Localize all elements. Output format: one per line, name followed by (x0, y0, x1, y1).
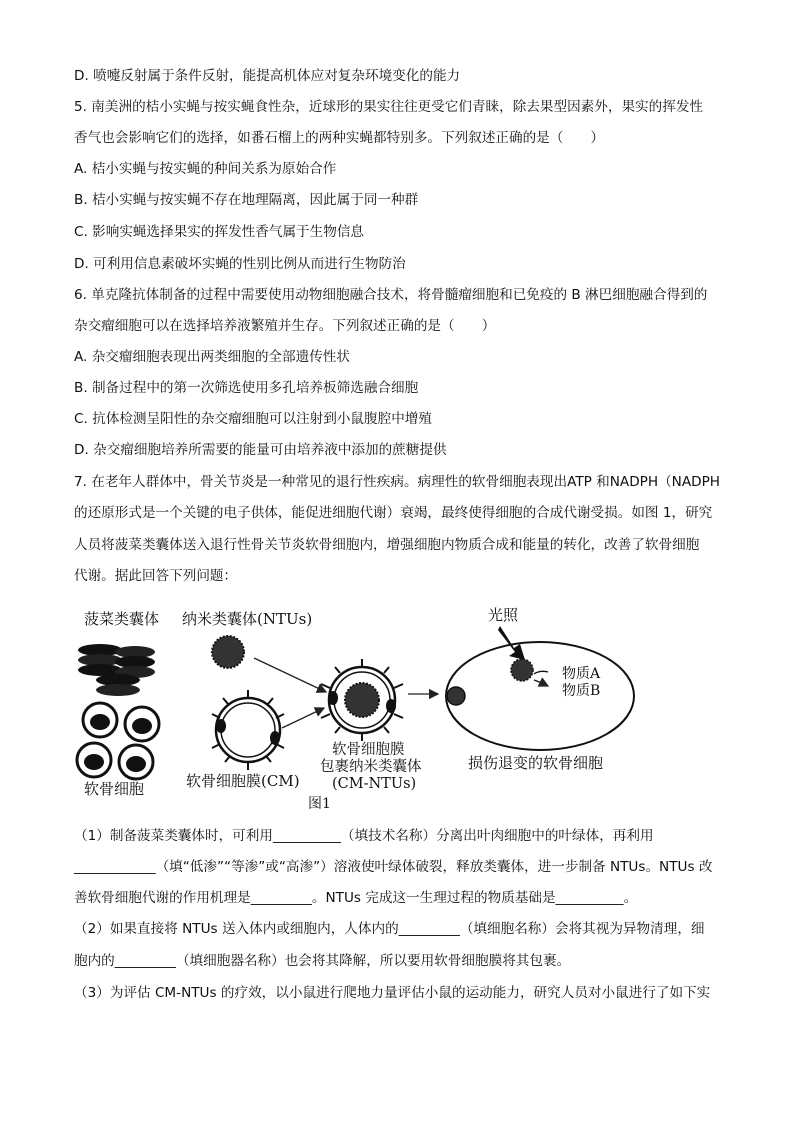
text-line-13: D. 杂交瘤细胞培养所需要的能量可由培养液中添加的蔗糖提供 (74, 442, 447, 458)
text-line-4: A. 桔小实蝇与按实蝇的种间关系为原始合作 (74, 161, 337, 177)
label-ntus: 纳米类囊体(NTUs) (182, 610, 313, 628)
text-line-22: 胞内的_________（填细胞器名称）也会将其降解，所以要用软骨细胞膜将其包裹。 (74, 953, 571, 969)
text-line-17: 代谢。据此回答下列问题： (74, 568, 238, 584)
label-substance-b: 物质B (562, 683, 601, 699)
figure-1 (70, 600, 730, 815)
label-light: 光照 (488, 606, 519, 624)
thylakoid-stack-icon (78, 644, 155, 696)
text-line-8: 6. 单克隆抗体制备的过程中需要使用动物细胞融合技术，将骨髓瘤细胞和已免疫的 B 淋巴细胞融合得到的 (74, 287, 708, 303)
text-line-11: B. 制备过程中的第一次筛选使用多孔培养板筛选融合细胞 (74, 380, 419, 396)
label-thylakoid: 菠菜类囊体 (84, 610, 160, 628)
text-line-10: A. 杂交瘤细胞表现出两类细胞的全部遗传性状 (74, 349, 350, 365)
text-line-19: ____________（填“低渗”“等渗”或“高渗”）溶液使叶绿体破裂，释放类囊体，进一步制备 NTUs。NTUs 改 (74, 859, 713, 875)
label-cmntus-2: 包裹纳米类囊体 (320, 759, 422, 775)
cm-ntus-icon (321, 659, 403, 741)
text-line-7: D. 可利用信息素破坏实蝇的性别比例从而进行生物防治 (74, 256, 406, 272)
figure-caption: 图1 (308, 796, 331, 812)
cell-membrane-icon (212, 690, 284, 770)
text-line-6: C. 影响实蝇选择果实的挥发性香气属于生物信息 (74, 224, 365, 240)
label-cmntus-3: (CM-NTUs) (332, 776, 417, 792)
label-cm: 软骨细胞膜(CM) (186, 772, 300, 790)
label-damaged: 损伤退变的软骨细胞 (468, 754, 604, 772)
label-chondrocyte: 软骨细胞 (84, 780, 145, 798)
text-line-2: 5. 南美洲的桔小实蝇与按实蝇食性杂，近球形的果实往往更受它们青睐，除去果型因素外，果实的挥发性 (74, 99, 704, 115)
text-line-18: （1）制备菠菜类囊体时，可利用__________（填技术名称）分离出叶肉细胞中的叶绿体，再利用 (74, 828, 654, 844)
text-line-15: 的还原形式是一个关键的电子供体，能促进细胞代谢）衰竭，最终使得细胞的合成代谢受损。如图 1，研究 (74, 505, 713, 521)
text-line-21: （2）如果直接将 NTUs 送入体内或细胞内，人体内的_________（填细胞名称）会将其视为异物清理，细 (74, 921, 705, 937)
text-line-9: 杂交瘤细胞可以在选择培养液繁殖并生存。下列叙述正确的是（ ） (74, 318, 496, 334)
text-line-3: 香气也会影响它们的选择，如番石榴上的两种实蝇都特别多。下列叙述正确的是（ ） (74, 130, 605, 146)
chondrocyte-icon (77, 703, 159, 779)
ntus-particle-icon (212, 636, 244, 668)
text-line-12: C. 抗体检测呈阳性的杂交瘤细胞可以注射到小鼠腹腔中增殖 (74, 411, 432, 427)
damaged-chondrocyte-icon (446, 642, 634, 750)
text-line-14: 7. 在老年人群体中，骨关节炎是一种常见的退行性疾病。病理性的软骨细胞表现出ATP 和NADPH（NADPH (74, 474, 721, 490)
label-cmntus-1: 软骨细胞膜 (332, 742, 405, 758)
text-line-5: B. 桔小实蝇与按实蝇不存在地理隔离，因此属于同一种群 (74, 192, 419, 208)
text-line-20: 善软骨细胞代谢的作用机理是_________。NTUs 完成这一生理过程的物质基础是__________。 (74, 890, 638, 906)
text-line-16: 人员将菠菜类囊体送入退行性骨关节炎软骨细胞内，增强细胞内物质合成和能量的转化，改善了软骨细胞 (74, 537, 700, 553)
text-line-23: （3）为评估 CM-NTUs 的疗效，以小鼠进行爬地力量评估小鼠的运动能力，研究人员对小鼠进行了如下实 (74, 985, 711, 1001)
label-substance-a: 物质A (562, 666, 601, 682)
text-line-1: D. 喷嚏反射属于条件反射，能提高机体应对复杂环境变化的能力 (74, 68, 461, 84)
